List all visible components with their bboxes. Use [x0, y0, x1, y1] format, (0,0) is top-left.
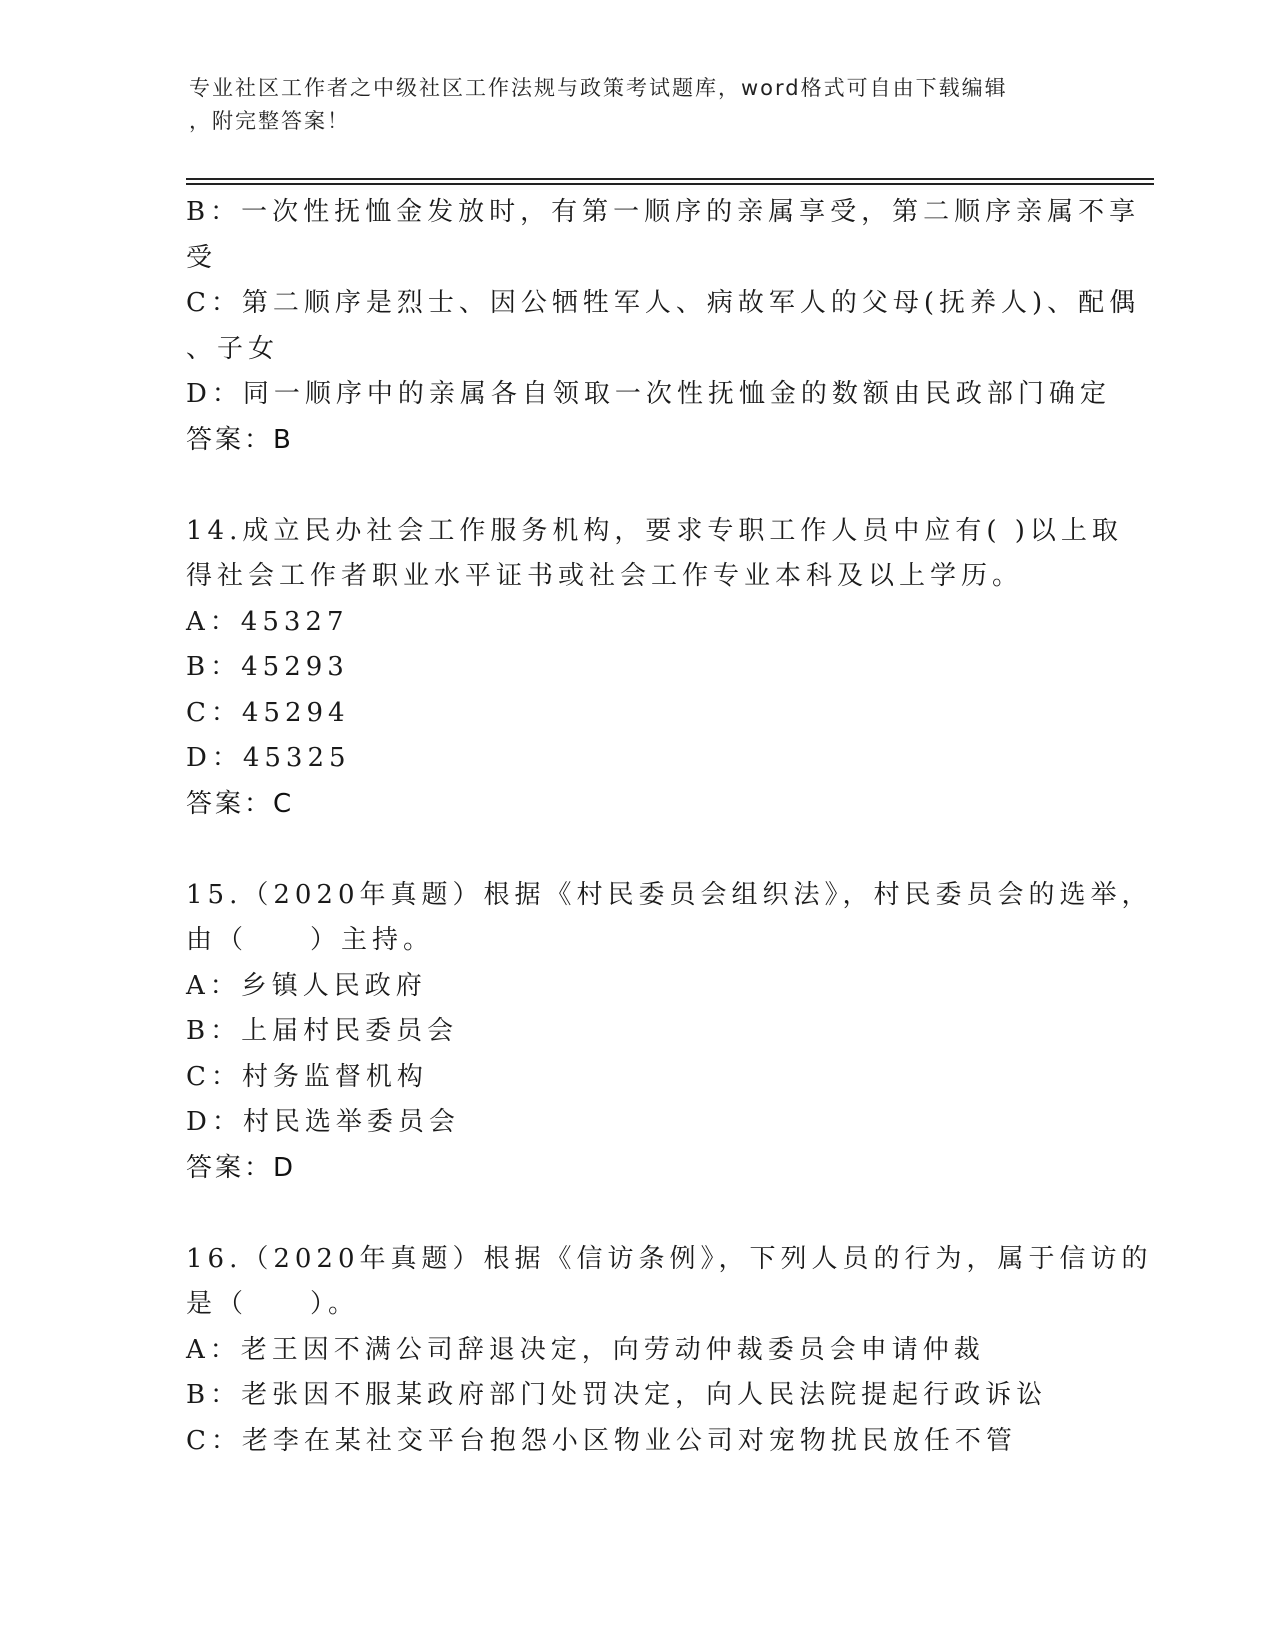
q14-stem-line-1: 14.成立民办社会工作服务机构，要求专职工作人员中应有( )以上取	[186, 515, 1123, 546]
question-16	[186, 1237, 1153, 1465]
spacer	[186, 1191, 1086, 1237]
q16-stem-line-1: 16.（2020年真题）根据《信访条例》，下列人员的行为，属于信访的	[186, 1243, 1153, 1274]
q13-option-d: D：同一顺序中的亲属各自领取一次性抚恤金的数额由民政部门确定	[186, 379, 1111, 409]
question-14	[186, 509, 1123, 828]
q14-option-a: A：45327	[186, 606, 349, 637]
q15-answer: 答案：D	[186, 1152, 297, 1183]
q15-option-d: D：村民选举委员会	[186, 1107, 460, 1137]
q15-stem-line-2: 由（ ）主持。	[186, 925, 435, 955]
q15-option-c: C：村务监督机构	[186, 1061, 428, 1092]
q13-option-c-line-1: C：第二顺序是烈士、因公牺牲军人、病故军人的父母(抚养人)、配偶	[186, 288, 1141, 318]
q13-option-b-line-2: 受	[186, 242, 218, 273]
spacer	[186, 827, 1086, 873]
q13-option-c-line-2: 、子女	[186, 333, 280, 364]
q14-option-d: D：45325	[186, 743, 351, 773]
header-divider-top	[186, 178, 1154, 180]
document-header	[189, 72, 1089, 138]
q14-stem-line-2: 得社会工作者职业水平证书或社会工作专业本科及以上学历。	[186, 561, 1024, 591]
header-divider-bottom	[186, 183, 1154, 185]
q14-option-b: B：45293	[186, 652, 349, 682]
header-line-1: 专业社区工作者之中级社区工作法规与政策考试题库，word格式可自由下载编辑	[189, 76, 1008, 100]
q16-stem-line-2: 是（ ）。	[186, 1289, 360, 1319]
q15-option-a: A：乡镇人民政府	[186, 970, 427, 1001]
q13-option-b-line-1: B：一次性抚恤金发放时，有第一顺序的亲属享受，第二顺序亲属不享	[186, 197, 1141, 227]
question-15	[186, 873, 1153, 1192]
q15-option-b: B：上届村民委员会	[186, 1016, 459, 1046]
q16-option-a: A：老王因不满公司辞退决定，向劳动仲裁委员会申请仲裁	[186, 1334, 985, 1365]
question-13-tail	[186, 190, 1141, 463]
q14-option-c: C：45294	[186, 697, 350, 728]
header-line-2: ，附完整答案！	[189, 109, 350, 133]
document-body	[186, 190, 1153, 1464]
spacer	[186, 463, 1086, 509]
q16-option-c: C：老李在某社交平台抱怨小区物业公司对宠物扰民放任不管	[186, 1425, 1017, 1456]
q14-answer: 答案：C	[186, 788, 295, 819]
q15-stem-line-1: 15.（2020年真题）根据《村民委员会组织法》，村民委员会的选举，	[186, 879, 1153, 910]
q13-answer: 答案：B	[186, 424, 294, 455]
q16-option-b: B：老张因不服某政府部门处罚决定，向人民法院提起行政诉讼	[186, 1380, 1048, 1410]
